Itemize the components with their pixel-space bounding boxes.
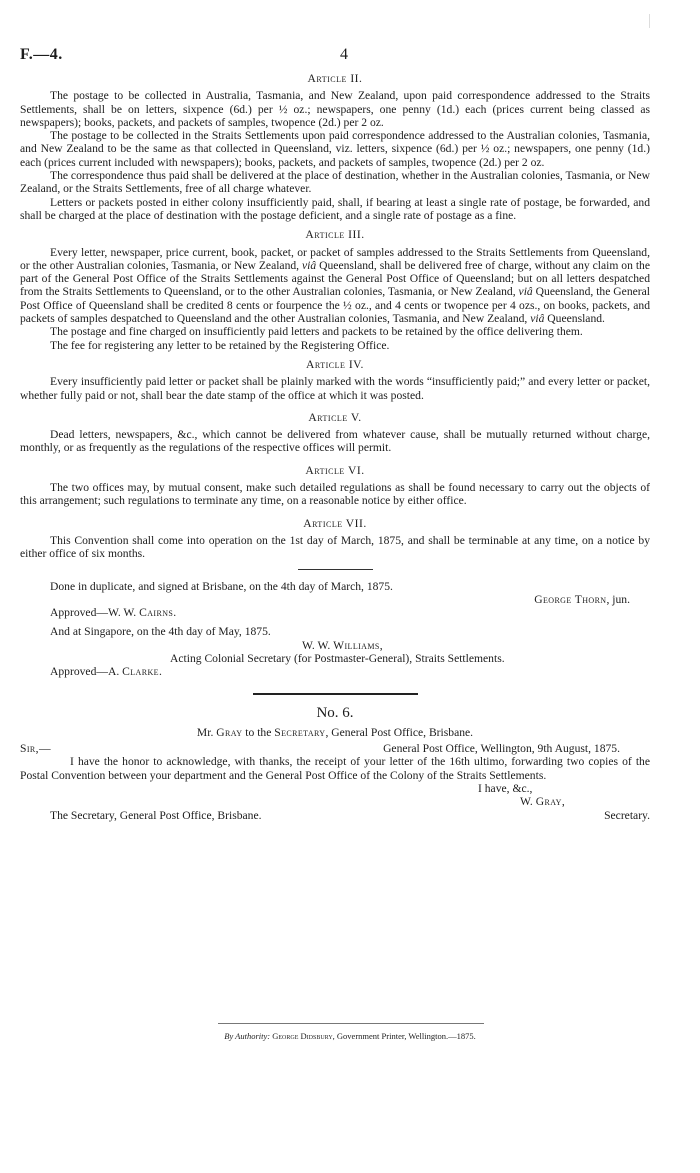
signer-title: Secretary. xyxy=(604,808,650,822)
singapore-signing: And at Singapore, on the 4th day of May, 1875. xyxy=(50,625,271,639)
scan-mark xyxy=(649,14,650,28)
signatory-name: Williams xyxy=(333,638,380,652)
section-divider-thick xyxy=(253,693,418,695)
text-run: Mr. xyxy=(196,725,217,739)
signer-name: Gray xyxy=(535,795,562,809)
signatory-williams xyxy=(50,639,650,652)
done-in-duplicate: Done in duplicate, and signed at Brisbane, on the 4th day of March, 1875. xyxy=(50,579,393,593)
text-run: Queensland, the General Post Office of Queensland shall be credited 8 cents or fourpence the ½ oz., and 4 cents or twopence per 4 ozs., on books, packets, and packets of samples despatched to Queensland and the other Australian colonies, Tasmania, and New Zealand, xyxy=(20,285,650,326)
italic-via: viâ xyxy=(518,285,533,299)
signatory-suffix: , jun. xyxy=(606,592,630,606)
article-5-heading: Article V. xyxy=(308,410,362,424)
text-run: Queensland. xyxy=(544,312,605,326)
article-2-paragraph-4: Letters or packets posted in either colony insufficiently paid, shall, if bearing at least a single rate of postage, be forwarded, and shall be charged at the place of destination with the postage deficient, and a single rate of postage as a fine. xyxy=(20,195,650,222)
article-4-heading: Article IV. xyxy=(306,357,364,371)
approved-cairns xyxy=(50,606,650,619)
salutation: Sir,— xyxy=(20,742,51,756)
footer-rest: , Government Printer, Wellington.—1875. xyxy=(332,1031,476,1041)
document-body xyxy=(20,72,650,822)
text-run: to the xyxy=(242,725,275,739)
williams-title: Acting Colonial Secretary (for Postmaster-General), Straits Settlements. xyxy=(170,651,505,665)
italic-via: viâ xyxy=(530,312,545,326)
letter-number: No. 6. xyxy=(316,704,354,721)
letter-addressee: The Secretary, General Post Office, Brisbane. xyxy=(50,808,262,822)
text-run: , xyxy=(379,638,383,652)
article-3-paragraph-1 xyxy=(20,246,650,326)
letter-subject xyxy=(20,726,650,739)
article-3-paragraph-3: The fee for registering any letter to be retained by the Registering Office. xyxy=(50,338,390,352)
article-4-paragraph-1: Every insufficiently paid letter or packet shall be plainly marked with the words “insufficiently paid;” and every letter or packet, whether fully paid or not, shall bear the date stamp of the office at which it was posted. xyxy=(20,375,650,402)
letter-addressee-row xyxy=(20,809,650,822)
text-run: W. xyxy=(520,795,536,809)
article-2-paragraph-2: The postage to be collected in the Straits Settlements upon paid correspondence addressed to the Australian colonies, Tasmania, and New Zealand to be the same as that collected in Queensland, viz. letters, sixpence (6d.) per ½ oz.; newspapers, one penny (1d.) each (prices current included with newspapers); books, packets, and packets of samples, twopence (2d.) per 2 oz. xyxy=(20,129,650,169)
article-2-paragraph-1: The postage to be collected in Australia, Tasmania, and New Zealand, upon paid correspondence addressed to the Straits Settlements, shall be on letters, sixpence (6d.) per ½ oz.; newspapers, one penny (1d.) each (prices current being classed as newspapers); books, packets, and packets of samples, twopence (2d.) per 2 oz. xyxy=(20,89,650,129)
letter-body: I have the honor to acknowledge, with thanks, the receipt of your letter of the 16th ultimo, forwarding two copies of the Postal Convention between your department and the General Post Office of the Colony of the Straits Settlements. xyxy=(20,755,650,782)
article-7-paragraph-1: This Convention shall come into operation on the 1st day of March, 1875, and shall be terminable at any time, on a notice by either office of six months. xyxy=(20,533,650,561)
signatory-thorn xyxy=(50,593,650,606)
footer-authority: By Authority: xyxy=(224,1031,273,1041)
text-run: Approved—A. xyxy=(50,665,123,679)
text-run: Every letter, newspaper, price current, book, packet, or packet of samples addressed to the Straits Settlements from Queensland, or the other Australian colonies, Tasmania, or New Zealand, xyxy=(20,245,650,272)
text-run: W. W. xyxy=(302,638,334,652)
text-run: . xyxy=(173,606,177,620)
signatory-name: George Thorn xyxy=(534,592,607,606)
article-2-paragraph-3: The correspondence thus paid shall be delivered at the place of destination, whether in the Australian colonies, Tasmania, or New Zealand, or the Straits Settlements, free of all charge whatever. xyxy=(20,169,650,196)
approved-clarke xyxy=(50,665,650,678)
italic-via: viâ xyxy=(302,258,317,272)
footer-rule xyxy=(218,1023,484,1024)
article-5-paragraph-1: Dead letters, newspapers, &c., which cannot be delivered from whatever cause, shall be mutually returned without charge, monthly, or as frequently as the regulations of the respective offices will permit. xyxy=(20,428,650,455)
text-run: , General Post Office, Brisbane. xyxy=(325,725,474,739)
text-run: , xyxy=(561,795,565,809)
printer-footer xyxy=(0,1031,700,1041)
article-6-heading: Article VI. xyxy=(305,463,365,477)
article-2-heading: Article II. xyxy=(307,72,363,85)
text-run: Queensland, shall be delivered free of charge, without any claim on the part of the General Post Office of the Straits Settlements against the General Post Office of Queensland; but on all letters despatched from the Straits Settlements to Queensland, or to the other Australian colonies, Tasmania, or New Zealand, xyxy=(20,258,650,299)
article-7-heading: Article VII. xyxy=(303,516,367,530)
document-reference: F.—4. xyxy=(20,46,63,63)
sender-name: Gray xyxy=(216,725,243,739)
footer-printer-name: George Didsbury xyxy=(272,1031,333,1041)
article-3-paragraph-2: The postage and fine charged on insufficiently paid letters and packets to be retained by the office delivering them. xyxy=(50,325,583,339)
text-run: Approved—W. W. xyxy=(50,606,140,620)
section-divider xyxy=(298,569,373,570)
approver-name: Clarke xyxy=(122,665,159,679)
signature-block xyxy=(20,580,650,679)
recipient-title: Secretary xyxy=(274,725,326,739)
approver-name: Cairns xyxy=(139,606,174,620)
letter-salutation-row xyxy=(20,742,650,755)
text-run: . xyxy=(158,665,162,679)
article-6-paragraph-1: The two offices may, by mutual consent, make such detailed regulations as shall be found necessary to carry out the objects of this arrangement; such regulations to terminate any time, on a reasonable notice by either office. xyxy=(20,481,650,508)
article-3-heading: Article III. xyxy=(305,228,365,242)
page-number: 4 xyxy=(340,46,348,63)
letter-address-date: General Post Office, Wellington, 9th August, 1875. xyxy=(383,742,620,756)
letter-closing: I have, &c., xyxy=(478,782,533,796)
letter-signer xyxy=(20,795,650,808)
